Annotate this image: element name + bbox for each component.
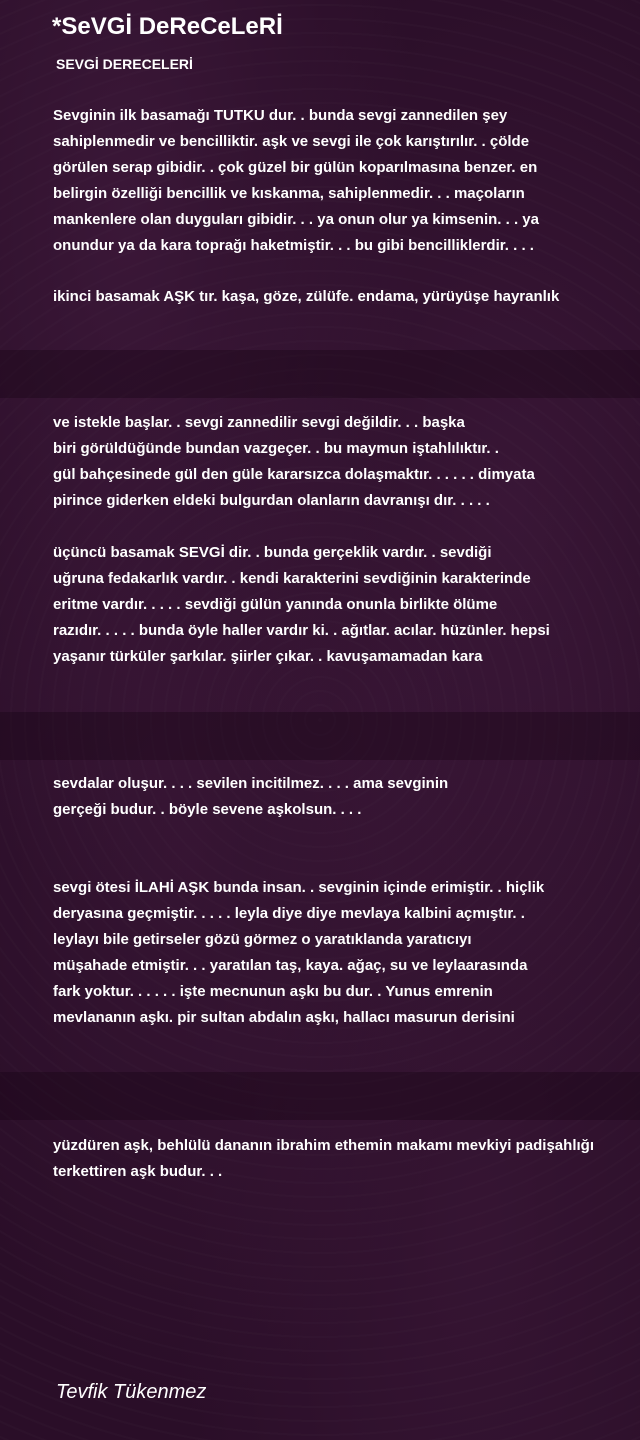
poem-line: biri görüldüğünde bundan vazgeçer. . bu maymun iştahlılıktır. . [53,440,499,457]
poem-line: mankenlere olan duyguları gibidir. . . ya onun olur ya kimsenin. . . ya [53,211,539,228]
background-band [0,1072,640,1120]
poem-line: görülen serap gibidir. . çok güzel bir gülün koparılmasına benzer. en [53,159,538,176]
stanza [53,284,640,310]
poem-line: sevdalar oluşur. . . . sevilen incitilmez. . . . ama sevginin [53,775,449,792]
poem-line: pirince giderken eldeki bulgurdan olanların davranışı dır. . . . . [53,492,490,509]
poem-line: müşahade etmiştir. . . yaratılan taş, kaya. ağaç, su ve leylaarasında [53,957,528,974]
poem-line: uğruna fedakarlık vardır. . kendi karakterini sevdiğinin karakterinde [53,570,531,587]
poem-line: sahiplenmedir ve bencilliktir. aşk ve sevgi ile çok karıştırılır. . çölde [53,133,530,150]
poem-line: gül bahçesinede gül den güle kararsızca dolaşmaktır. . . . . . dimyata [53,466,535,483]
stanza [53,103,640,259]
poem-line: Sevginin ilk basamağı TUTKU dur. . bunda sevgi zannedilen şey [53,107,508,124]
poem-line: fark yoktur. . . . . . işte mecnunun aşkı bu dur. . Yunus emrenin [53,983,493,1000]
poem-line: yüzdüren aşk, behlülü dananın ibrahim ethemin makamı mevkiyi padişahlığı [53,1137,594,1154]
poem-line: leylayı bile getirseler gözü görmez o yaratıklanda yaratıcıyı [53,931,472,948]
poem-author: Tevfik Tükenmez [56,1381,207,1403]
poem-subtitle: SEVGİ DERECELERİ [56,56,193,72]
poem-line: sevgi ötesi İLAHİ AŞK bunda insan. . sevginin içinde erimiştir. . hiçlik [53,879,545,896]
poem-line: onundur ya da kara toprağı haketmiştir. . . bu gibi bencilliklerdir. . . . [53,237,534,254]
stanza [53,771,640,823]
poem-line: belirgin özelliği bencillik ve kıskanma, sahiplenmedir. . . maçoların [53,185,525,202]
poem-title: *SeVGİ DeReCeLeRİ [52,13,283,40]
poem-line: terkettiren aşk budur. . . [53,1163,223,1180]
poem-line: üçüncü basamak SEVGİ dir. . bunda gerçeklik vardır. . sevdiği [53,544,492,561]
poem-line: ve istekle başlar. . sevgi zannedilir sevgi değildir. . . başka [53,414,465,431]
stanza [53,410,640,514]
stanza [53,540,640,670]
stanza [53,1133,640,1185]
background-band [0,350,640,398]
poem-line: razıdır. . . . . bunda öyle haller vardır ki. . ağıtlar. acılar. hüzünler. hepsi [53,622,550,639]
poem-line: mevlananın aşkı. pir sultan abdalın aşkı, hallacı masurun derisini [53,1009,515,1026]
poem-line: ikinci basamak AŞK tır. kaşa, göze, zülüfe. endama, yürüyüşe hayranlık [53,288,560,305]
stanza [53,875,640,1031]
poem-line: yaşanır türküler şarkılar. şiirler çıkar. . kavuşamamadan kara [53,648,483,665]
poem-line: eritme vardır. . . . . sevdiği gülün yanında onunla birlikte ölüme [53,596,498,613]
poem-line: deryasına geçmiştir. . . . . leyla diye diye mevlaya kalbini açmıştır. . [53,905,525,922]
background-band [0,712,640,760]
poem-line: gerçeği budur. . böyle sevene aşkolsun. . . . [53,801,362,818]
